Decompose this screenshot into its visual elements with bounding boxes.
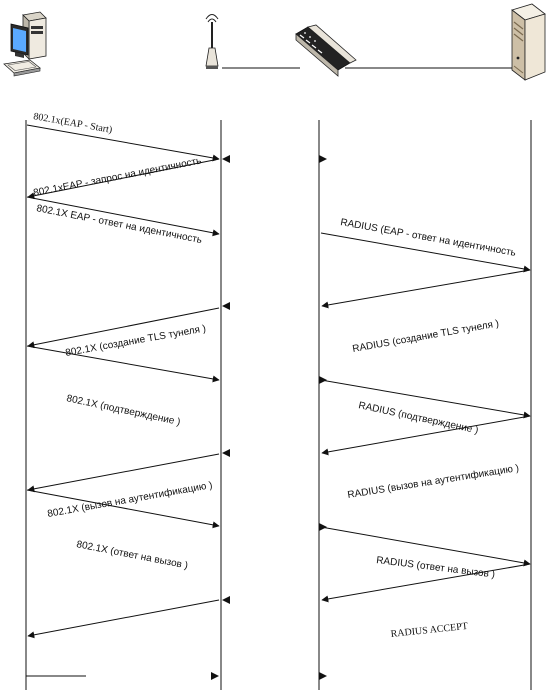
arrow-tls-to-ap <box>27 346 219 380</box>
arrow-accept-to-client <box>28 600 219 636</box>
label-8021x-confirm: 802.1X (подтверждение ) <box>65 393 182 429</box>
label-8021x-tls: 802.1X (создание TLS тунеля ) <box>64 323 207 359</box>
arrow-radius-tls-return <box>322 270 530 306</box>
arrow-eap-start <box>27 125 219 159</box>
message-arrows <box>27 125 530 636</box>
label-eap-start: 802.1x(EAP - Start) <box>32 111 114 136</box>
label-8021x-answer: 802.1X (ответ на вызов ) <box>75 539 189 572</box>
label-radius-identity-response: RADIUS (EAP - ответ на идентичность <box>339 217 517 259</box>
client-computer-icon <box>4 12 46 76</box>
label-radius-answer: RADIUS (ответ на вызов ) <box>375 555 496 581</box>
label-8021x-challenge: 802.1X (вызов на аутентификацию ) <box>46 480 214 520</box>
label-eap-identity-response: 802.1X EAP - ответ на идентичность <box>35 203 203 247</box>
label-radius-confirm: RADIUS (подтверждение ) <box>357 400 480 437</box>
message-labels <box>32 111 519 640</box>
relay-arrowheads <box>211 155 327 680</box>
label-radius-tls: RADIUS (создание TLS тунеля ) <box>351 318 500 355</box>
access-point-icon <box>206 15 218 70</box>
radius-server-icon <box>512 4 545 80</box>
arrow-confirm-to-server <box>321 380 530 416</box>
label-radius-challenge: RADIUS (вызов на аутентификацию ) <box>346 462 520 501</box>
label-radius-accept: RADIUS ACCEPT <box>390 620 469 640</box>
arrow-answer-to-server <box>321 527 530 564</box>
label-eap-identity-request: 802.1xEAP - запрос на идентичность <box>32 155 203 199</box>
